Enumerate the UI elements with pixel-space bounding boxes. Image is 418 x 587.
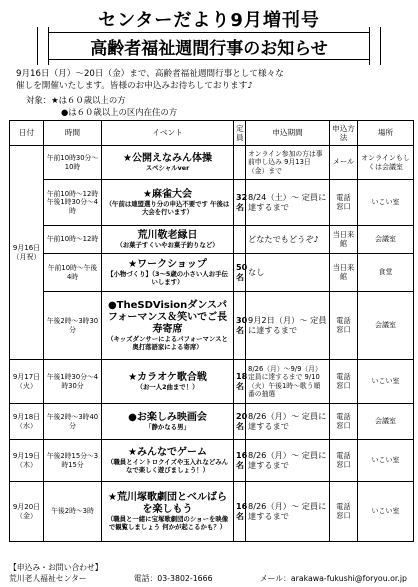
row-time: 午後2時15分～3時15分 — [44, 440, 102, 482]
row-method: メール — [330, 146, 358, 180]
intro-line-1: 9月16日（月）～20日（金）まで、高齢者福祉週間行事として様々な — [16, 69, 284, 79]
row-event: ★公開えなみん体操 スペシャルver — [102, 146, 234, 180]
intro-text — [16, 68, 412, 92]
row-apply: 8/26（月）～ 定員に達するまで — [246, 404, 330, 440]
row-capacity — [234, 226, 246, 254]
table-row — [10, 180, 414, 226]
header-event: イベント — [102, 121, 234, 146]
email-address: メール：arakawa-fukushi@foryou.or.jp — [259, 574, 407, 583]
row-method: 当日来館 — [330, 226, 358, 254]
row-place: 会議室 — [358, 226, 414, 254]
row-method: 電話 窓口 — [330, 292, 358, 360]
row-place: いこい室 — [358, 440, 414, 482]
row-event: ★カラオケ歌合戦 （お一人2曲まで！） — [102, 360, 234, 404]
row-place: 会議室 — [358, 404, 414, 440]
intro-line-2: 催しを開催いたします。皆様のお申込みお待ちしております♪ — [16, 81, 253, 91]
row-method: 電話 窓口 — [330, 482, 358, 542]
row-apply: 8/24（土）～ 定員に達するまで — [246, 180, 330, 226]
table-row — [10, 404, 414, 440]
row-capacity: 20名 — [234, 404, 246, 440]
row-capacity: 50名 — [234, 254, 246, 292]
row-method: 電話 窓口 — [330, 180, 358, 226]
row-apply: どなたでもどうぞ♪ — [246, 226, 330, 254]
row-capacity — [234, 146, 246, 180]
row-method: 電話 窓口 — [330, 404, 358, 440]
target-line-2: ●は６０歳以上の区内在住の方 — [61, 107, 178, 117]
row-method: 当日来館 — [330, 254, 358, 292]
row-place: 会議室 — [358, 292, 414, 360]
row-time: 午後1時30分～4時30分 — [44, 360, 102, 404]
row-place: いこい室 — [358, 482, 414, 542]
row-apply: 9月2日（月）～ 定員に達するまで — [246, 292, 330, 360]
row-apply: なし — [246, 254, 330, 292]
row-event: ●お楽しみ映画会 「静かなる男」 — [102, 404, 234, 440]
row-event: ★ワークショップ 【小物づくり】（3～5歳の小さい人お手伝いします） — [102, 254, 234, 292]
row-capacity: 32名 — [234, 180, 246, 226]
row-time: 午後2時～3時 — [44, 482, 102, 542]
row-event: 荒川敬老縁日 （お菓子すくいやお菓子釣りなど） — [102, 226, 234, 254]
contact-label: 【申込み・お問い合わせ】 — [9, 563, 103, 572]
row-date: 9月19日（木） — [10, 440, 44, 482]
header-time: 時間 — [44, 121, 102, 146]
schedule-table — [9, 120, 414, 542]
row-place: いこい室 — [358, 180, 414, 226]
header-apply-period: 申込期間 — [246, 121, 330, 146]
org-name: 荒川老人福祉センター — [9, 574, 87, 583]
header-date: 日付 — [10, 121, 44, 146]
contact-footer — [9, 562, 413, 584]
table-row — [10, 482, 414, 542]
newsletter-title: センターだより9月増刊号 — [98, 10, 320, 31]
table-row — [10, 226, 414, 254]
row-event: ★荒川塚歌劇団とベルばらを楽しもう （職員と一緒に宝塚歌劇団のショーを映像で観覧しましょう 何かが起こるかも？） — [102, 482, 234, 542]
row-date: 9月17日（火） — [10, 360, 44, 404]
row-event: ★麻雀大会 （午前は連盟選り分の申込不要です 午後は大会を行います） — [102, 180, 234, 226]
row-apply: オンライン参加の方は事前申し込み 9月13日（金）まで — [246, 146, 330, 180]
row-apply: 8/26（月）～ 定員に達するまで — [246, 440, 330, 482]
target-line-1: 対象：★は６０歳以上の方 — [26, 95, 126, 105]
event-banner: 高齢者福祉週間行事のお知らせ — [48, 32, 370, 60]
row-date: 9月16日（月祝） — [10, 146, 44, 360]
row-capacity: 16名 — [234, 482, 246, 542]
row-time: 午前10時～12時 — [44, 226, 102, 254]
table-row — [10, 146, 414, 180]
row-time: 午前10時～12時 午後1時30分～4時 — [44, 180, 102, 226]
phone-number: 電話：03-3802-1666 — [133, 574, 213, 583]
header-apply-method: 申込方法 — [330, 121, 358, 146]
row-capacity: 18名 — [234, 360, 246, 404]
header-place: 場所 — [358, 121, 414, 146]
table-row — [10, 360, 414, 404]
row-place: 食堂 — [358, 254, 414, 292]
header-capacity: 定員 — [234, 121, 246, 146]
row-capacity: 30名 — [234, 292, 246, 360]
row-event: ●TheSDVisionダンスパフォーマンス＆笑いでご長寿寄席 （キッズダンサーによるパフォーマンスと奥打落語家による寄席） — [102, 292, 234, 360]
table-row — [10, 254, 414, 292]
row-capacity: 16名 — [234, 440, 246, 482]
row-time: 午前10時～午後4時 — [44, 254, 102, 292]
row-place: いこい室 — [358, 360, 414, 404]
row-date: 9月18日（水） — [10, 404, 44, 440]
row-apply: 8/26（月）～9/9（月）定員に達するまで 9/10（火）午後1時～歌う順番の抽選 — [246, 360, 330, 404]
table-header-row — [10, 121, 414, 146]
row-time: 午後2時～3時40分 — [44, 404, 102, 440]
target-note — [26, 94, 177, 118]
table-row — [10, 440, 414, 482]
table-row — [10, 292, 414, 360]
row-apply: 8/26（月）～ 定員に達するまで — [246, 482, 330, 542]
row-time: 午後2時～3時30分 — [44, 292, 102, 360]
row-method: 電話 窓口 — [330, 440, 358, 482]
row-method: 電話 窓口 — [330, 360, 358, 404]
row-place: オンラインもしくは会議室 — [358, 146, 414, 180]
row-time: 午前10時30分～10時 — [44, 146, 102, 180]
row-event: ★みんなでゲーム （職員とイントロクイズや玉入れなどみんなで楽しく遊びましょう！） — [102, 440, 234, 482]
row-date: 9月20日（金） — [10, 482, 44, 542]
